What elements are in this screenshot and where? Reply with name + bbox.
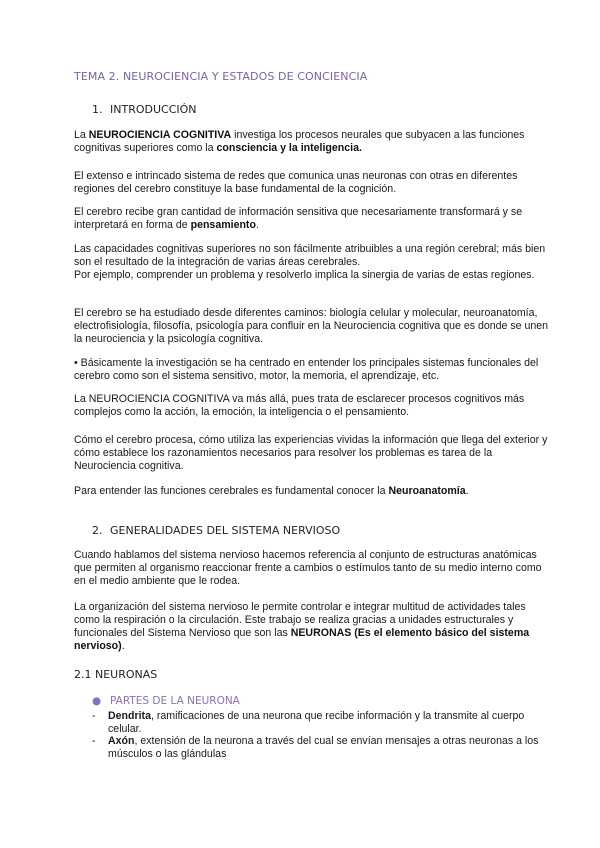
section-title: GENERALIDADES DEL SISTEMA NERVIOSO bbox=[110, 524, 341, 537]
paragraph-redes: El extenso e intrincado sistema de redes que comunica unas neuronas con otras en diferentes regiones del cerebro constituye la base fundamental de la cognición. bbox=[74, 170, 518, 195]
bold-term: Axón bbox=[108, 735, 135, 747]
section-heading-introduccion bbox=[92, 103, 197, 116]
bold-term: consciencia y la inteligencia. bbox=[216, 142, 362, 154]
dash-marker: - bbox=[92, 710, 96, 722]
paragraph-como-procesa: Cómo el cerebro procesa, cómo utiliza las experiencias vividas la información que llega del exterior y cómo establece los razonamientos necesarios para resolver los problemas es tarea de la Neurociencia cognitiva. bbox=[74, 434, 548, 472]
bold-term: NEUROCIENCIA COGNITIVA bbox=[88, 129, 232, 141]
paragraph-sistema-nervioso: Cuando hablamos del sistema nervioso hacemos referencia al conjunto de estructuras anatómicas que permiten al organismo reaccionar frente a cambios o estímulos tanto de su medio interno como en el medio ambiente que le rodea. bbox=[74, 549, 542, 587]
paragraph-capacidades: Las capacidades cognitivas superiores no son fácilmente atribuibles a una región cerebral; más bien son el resultado de la integración de varias áreas cerebrales. Por ejemplo, comprender un problema y resolverlo implica la sinergia de varias de estas regiones. bbox=[74, 243, 546, 281]
paragraph-investigacion: • Básicamente la investigación se ha centrado en entender los principales sistemas funcionales del cerebro como son el sistema sensitivo, motor, la memoria, el aprendizaje, etc. bbox=[74, 357, 539, 382]
paragraph-neuroanatomia: Para entender las funciones cerebrales es fundamental conocer la Neuroanatomía. bbox=[74, 485, 469, 497]
dash-marker: - bbox=[92, 735, 96, 747]
bold-term: pensamiento bbox=[190, 219, 256, 231]
section-heading-generalidades bbox=[92, 524, 340, 537]
section-number: 2. bbox=[92, 524, 103, 537]
bullet-icon: ● bbox=[92, 695, 102, 707]
paragraph-organizacion: La organización del sistema nervioso le permite controlar e integrar multitud de actividades tales como la respiración o la circulación. Este trabajo se realiza gracias a unidades estructurales y funcionales del Sistema Nervioso que son las NEURONAS (Es el elemento básico del sistema nervioso). bbox=[74, 601, 530, 652]
paragraph-mas-alla: La NEUROCIENCIA COGNITIVA va más allá, pues trata de esclarecer procesos cognitivos más complejos como la acción, la emoción, la inteligencia o el pensamiento. bbox=[74, 393, 525, 418]
paragraph-informacion-sensitiva: El cerebro recibe gran cantidad de información sensitiva que necesariamente transformará y se interpretará en forma de pensamiento. bbox=[74, 206, 523, 231]
bold-term: Neuroanatomía bbox=[388, 485, 466, 497]
parts-heading bbox=[92, 695, 240, 707]
list-item-dendrita: - Dendrita, ramificaciones de una neurona que recibe información y la transmite al cuerpo celular. bbox=[92, 710, 525, 735]
list-item-axon: - Axón, extensión de la neurona a través del cual se envían mensajes a otras neuronas a los músculos o las glándulas bbox=[92, 735, 539, 760]
paragraph-caminos: El cerebro se ha estudiado desde diferentes caminos: biología celular y molecular, neuroanatomía, electrofisiología, filosofía, psicología para confluir en la Neurociencia cognitiva que es donde se unen la neurociencia y la psicología cognitiva. bbox=[74, 307, 549, 345]
bold-term: Dendrita bbox=[108, 710, 151, 722]
bold-term: NEURONAS (Es el elemento básico del sistema nervioso) bbox=[74, 627, 530, 652]
section-title: INTRODUCCIÓN bbox=[110, 103, 197, 116]
document-title: TEMA 2. NEUROCIENCIA Y ESTADOS DE CONCIENCIA bbox=[74, 70, 368, 83]
paragraph-neurociencia-cognitiva: La NEUROCIENCIA COGNITIVA investiga los procesos neurales que subyacen a las funciones cognitivas superiores como la consciencia y la inteligencia. bbox=[74, 129, 525, 154]
parts-heading-text: PARTES DE LA NEURONA bbox=[110, 695, 240, 707]
section-number: 1. bbox=[92, 103, 103, 116]
subsection-heading-neuronas: 2.1 NEURONAS bbox=[74, 668, 158, 681]
